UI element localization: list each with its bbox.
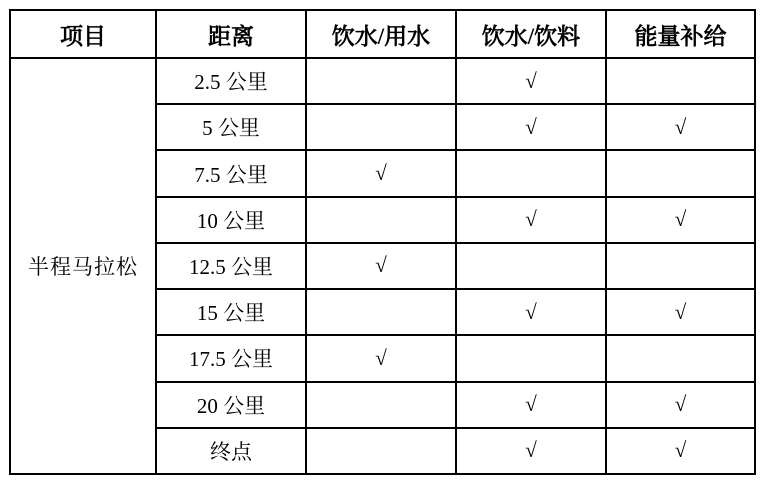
table-row: [10, 58, 755, 104]
energy-check-cell: [606, 150, 755, 196]
drink-check-cell: [456, 243, 606, 289]
drink-check-cell: [456, 335, 606, 381]
energy-check-cell: √: [606, 382, 755, 428]
energy-check-cell: √: [606, 428, 755, 474]
distance-cell: 2.5 公里: [156, 58, 306, 104]
distance-cell: 5 公里: [156, 104, 306, 150]
header-cell-water: 饮水/用水: [306, 10, 456, 58]
water-check-cell: √: [306, 150, 456, 196]
drink-check-cell: √: [456, 382, 606, 428]
water-check-cell: [306, 197, 456, 243]
water-check-cell: [306, 428, 456, 474]
distance-cell: 12.5 公里: [156, 243, 306, 289]
drink-check-cell: √: [456, 104, 606, 150]
drink-check-cell: [456, 150, 606, 196]
drink-check-cell: √: [456, 289, 606, 335]
distance-cell: 15 公里: [156, 289, 306, 335]
energy-check-cell: √: [606, 289, 755, 335]
energy-check-cell: [606, 58, 755, 104]
header-cell-event: 项目: [10, 10, 156, 58]
header-cell-distance: 距离: [156, 10, 306, 58]
distance-cell: 17.5 公里: [156, 335, 306, 381]
drink-check-cell: √: [456, 197, 606, 243]
distance-cell: 20 公里: [156, 382, 306, 428]
water-check-cell: [306, 289, 456, 335]
water-check-cell: √: [306, 335, 456, 381]
distance-cell: 7.5 公里: [156, 150, 306, 196]
supply-table: [9, 9, 756, 475]
distance-cell: 10 公里: [156, 197, 306, 243]
header-cell-energy: 能量补给: [606, 10, 755, 58]
drink-check-cell: √: [456, 428, 606, 474]
water-check-cell: [306, 58, 456, 104]
water-check-cell: √: [306, 243, 456, 289]
energy-check-cell: [606, 335, 755, 381]
header-row: [10, 10, 755, 58]
energy-check-cell: [606, 243, 755, 289]
water-check-cell: [306, 382, 456, 428]
water-check-cell: [306, 104, 456, 150]
energy-check-cell: √: [606, 104, 755, 150]
drink-check-cell: √: [456, 58, 606, 104]
distance-cell: 终点: [156, 428, 306, 474]
header-cell-drink: 饮水/饮料: [456, 10, 606, 58]
energy-check-cell: √: [606, 197, 755, 243]
event-label-cell: 半程马拉松: [10, 58, 156, 474]
